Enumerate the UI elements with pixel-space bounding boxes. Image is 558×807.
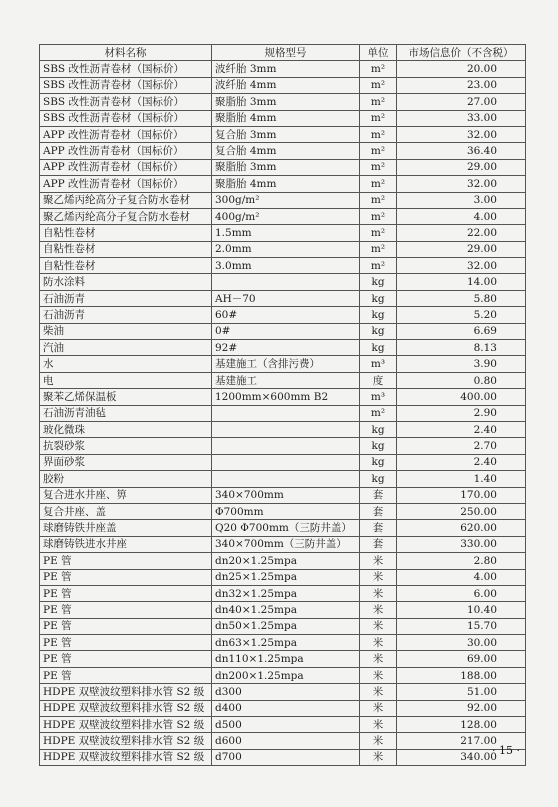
cell-unit: m²	[360, 143, 397, 159]
cell-unit: m²	[360, 61, 397, 77]
cell-spec-model: 复合胎 4mm	[212, 143, 360, 159]
cell-market-price: 2.40	[397, 421, 526, 437]
cell-market-price: 5.20	[397, 307, 526, 323]
cell-market-price: 36.40	[397, 143, 526, 159]
table-row	[40, 536, 526, 552]
cell-unit: 米	[360, 602, 397, 618]
cell-market-price: 250.00	[397, 503, 526, 519]
cell-material-name: 电	[40, 372, 212, 388]
table-row	[40, 323, 526, 339]
cell-market-price: 15.70	[397, 618, 526, 634]
cell-unit: 米	[360, 667, 397, 683]
table-row	[40, 405, 526, 421]
cell-material-name: 球磨铸铁进水井座	[40, 536, 212, 552]
cell-material-name: 聚苯乙烯保温板	[40, 389, 212, 405]
cell-market-price: 23.00	[397, 77, 526, 93]
cell-spec-model: 波纤胎 3mm	[212, 61, 360, 77]
table-row	[40, 667, 526, 683]
cell-market-price: 33.00	[397, 110, 526, 126]
cell-spec-model: Φ700mm	[212, 503, 360, 519]
cell-unit: 米	[360, 651, 397, 667]
cell-market-price: 4.00	[397, 208, 526, 224]
cell-material-name: 抗裂砂浆	[40, 438, 212, 454]
cell-market-price: 30.00	[397, 635, 526, 651]
cell-unit: kg	[360, 323, 397, 339]
cell-spec-model: d500	[212, 717, 360, 733]
cell-material-name: PE 管	[40, 553, 212, 569]
table-row	[40, 94, 526, 110]
table-row	[40, 569, 526, 585]
cell-unit: kg	[360, 438, 397, 454]
cell-material-name: HDPE 双壁波纹塑料排水管 S2 级	[40, 684, 212, 700]
cell-material-name: PE 管	[40, 618, 212, 634]
cell-material-name: 胶粉	[40, 471, 212, 487]
cell-market-price: 10.40	[397, 602, 526, 618]
cell-market-price: 170.00	[397, 487, 526, 503]
cell-unit: kg	[360, 307, 397, 323]
cell-market-price: 0.80	[397, 372, 526, 388]
cell-material-name: 玻化微珠	[40, 421, 212, 437]
table-row	[40, 274, 526, 290]
cell-material-name: PE 管	[40, 635, 212, 651]
table-row	[40, 389, 526, 405]
cell-market-price: 4.00	[397, 569, 526, 585]
cell-material-name: SBS 改性沥青卷材（国标价）	[40, 94, 212, 110]
table-row	[40, 241, 526, 257]
table-row	[40, 585, 526, 601]
cell-spec-model: 340×700mm	[212, 487, 360, 503]
cell-spec-model: 聚脂胎 4mm	[212, 176, 360, 192]
cell-spec-model	[212, 454, 360, 470]
table-row	[40, 159, 526, 175]
cell-material-name: 柴油	[40, 323, 212, 339]
cell-unit: kg	[360, 274, 397, 290]
cell-material-name: 自粘性卷材	[40, 241, 212, 257]
table-row	[40, 126, 526, 142]
cell-market-price: 29.00	[397, 241, 526, 257]
cell-unit: 套	[360, 536, 397, 552]
cell-market-price: 6.69	[397, 323, 526, 339]
cell-unit: 米	[360, 635, 397, 651]
page-number: · 15 ·	[492, 744, 520, 757]
cell-material-name: APP 改性沥青卷材（国标价）	[40, 159, 212, 175]
cell-spec-model: 0#	[212, 323, 360, 339]
cell-spec-model: 波纤胎 4mm	[212, 77, 360, 93]
cell-material-name: HDPE 双壁波纹塑料排水管 S2 级	[40, 700, 212, 716]
cell-market-price: 69.00	[397, 651, 526, 667]
cell-spec-model: 2.0mm	[212, 241, 360, 257]
cell-spec-model	[212, 274, 360, 290]
header-unit: 单位	[360, 45, 397, 61]
cell-market-price: 20.00	[397, 61, 526, 77]
cell-market-price: 5.80	[397, 290, 526, 306]
cell-market-price: 330.00	[397, 536, 526, 552]
table-row	[40, 733, 526, 749]
cell-unit: m²	[360, 241, 397, 257]
cell-material-name: 防水涂料	[40, 274, 212, 290]
cell-spec-model: Q20 Φ700mm（三防井盖）	[212, 520, 360, 536]
cell-unit: kg	[360, 340, 397, 356]
cell-market-price: 51.00	[397, 684, 526, 700]
table-row	[40, 77, 526, 93]
cell-material-name: APP 改性沥青卷材（国标价）	[40, 176, 212, 192]
cell-material-name: 水	[40, 356, 212, 372]
cell-material-name: PE 管	[40, 602, 212, 618]
cell-unit: m²	[360, 225, 397, 241]
cell-material-name: APP 改性沥青卷材（国标价）	[40, 126, 212, 142]
cell-spec-model: dn110×1.25mpa	[212, 651, 360, 667]
cell-spec-model: 聚脂胎 3mm	[212, 159, 360, 175]
cell-market-price: 128.00	[397, 717, 526, 733]
table-row	[40, 290, 526, 306]
table-row	[40, 487, 526, 503]
cell-material-name: 聚乙烯丙纶高分子复合防水卷材	[40, 192, 212, 208]
cell-spec-model: dn32×1.25mpa	[212, 585, 360, 601]
cell-spec-model: dn20×1.25mpa	[212, 553, 360, 569]
cell-unit: kg	[360, 421, 397, 437]
cell-market-price: 340.00	[397, 749, 526, 765]
cell-market-price: 32.00	[397, 126, 526, 142]
cell-spec-model	[212, 471, 360, 487]
cell-unit: kg	[360, 471, 397, 487]
cell-market-price: 29.00	[397, 159, 526, 175]
cell-material-name: 自粘性卷材	[40, 258, 212, 274]
cell-unit: 套	[360, 520, 397, 536]
cell-unit: m²	[360, 110, 397, 126]
cell-spec-model: 聚脂胎 3mm	[212, 94, 360, 110]
table-row	[40, 684, 526, 700]
cell-material-name: 石油沥青油毡	[40, 405, 212, 421]
cell-spec-model: 基建施工（含排污费）	[212, 356, 360, 372]
cell-unit: m²	[360, 405, 397, 421]
table-row	[40, 307, 526, 323]
cell-market-price: 8.13	[397, 340, 526, 356]
table-row	[40, 421, 526, 437]
cell-unit: 米	[360, 569, 397, 585]
cell-spec-model: AH－70	[212, 290, 360, 306]
cell-spec-model: 3.0mm	[212, 258, 360, 274]
cell-material-name: SBS 改性沥青卷材（国标价）	[40, 77, 212, 93]
table-row	[40, 553, 526, 569]
cell-unit: 米	[360, 700, 397, 716]
cell-market-price: 32.00	[397, 258, 526, 274]
cell-market-price: 2.90	[397, 405, 526, 421]
cell-spec-model: 400g/m²	[212, 208, 360, 224]
cell-material-name: 聚乙烯丙纶高分子复合防水卷材	[40, 208, 212, 224]
cell-market-price: 14.00	[397, 274, 526, 290]
cell-unit: 米	[360, 684, 397, 700]
table-row	[40, 208, 526, 224]
table-row	[40, 700, 526, 716]
cell-material-name: SBS 改性沥青卷材（国标价）	[40, 110, 212, 126]
cell-spec-model: 340×700mm（三防井盖）	[212, 536, 360, 552]
cell-unit: 米	[360, 553, 397, 569]
cell-material-name: PE 管	[40, 569, 212, 585]
cell-unit: kg	[360, 454, 397, 470]
cell-material-name: 复合井座、盖	[40, 503, 212, 519]
cell-market-price: 3.90	[397, 356, 526, 372]
cell-market-price: 2.70	[397, 438, 526, 454]
table-row	[40, 635, 526, 651]
cell-spec-model: 92#	[212, 340, 360, 356]
cell-market-price: 2.80	[397, 553, 526, 569]
cell-material-name: HDPE 双壁波纹塑料排水管 S2 级	[40, 749, 212, 765]
cell-market-price: 3.00	[397, 192, 526, 208]
cell-spec-model	[212, 438, 360, 454]
cell-unit: kg	[360, 290, 397, 306]
table-row	[40, 143, 526, 159]
cell-spec-model: 1.5mm	[212, 225, 360, 241]
cell-material-name: APP 改性沥青卷材（国标价）	[40, 143, 212, 159]
cell-material-name: HDPE 双壁波纹塑料排水管 S2 级	[40, 717, 212, 733]
table-row	[40, 651, 526, 667]
table-row	[40, 372, 526, 388]
cell-market-price: 27.00	[397, 94, 526, 110]
table-row	[40, 192, 526, 208]
cell-spec-model	[212, 421, 360, 437]
cell-material-name: HDPE 双壁波纹塑料排水管 S2 级	[40, 733, 212, 749]
cell-market-price: 620.00	[397, 520, 526, 536]
header-market-price: 市场信息价（不含税）	[397, 45, 526, 61]
cell-spec-model: 基建施工	[212, 372, 360, 388]
table-row	[40, 602, 526, 618]
table-row	[40, 340, 526, 356]
cell-market-price: 1.40	[397, 471, 526, 487]
cell-material-name: 界面砂浆	[40, 454, 212, 470]
price-table	[39, 44, 526, 766]
cell-material-name: PE 管	[40, 651, 212, 667]
cell-material-name: 汽油	[40, 340, 212, 356]
cell-market-price: 217.00	[397, 733, 526, 749]
cell-unit: m²	[360, 208, 397, 224]
cell-market-price: 2.40	[397, 454, 526, 470]
cell-unit: 套	[360, 487, 397, 503]
cell-unit: m²	[360, 176, 397, 192]
cell-spec-model: d700	[212, 749, 360, 765]
cell-material-name: 自粘性卷材	[40, 225, 212, 241]
cell-spec-model: 60#	[212, 307, 360, 323]
cell-material-name: 复合进水井座、箅	[40, 487, 212, 503]
cell-spec-model: dn63×1.25mpa	[212, 635, 360, 651]
cell-material-name: SBS 改性沥青卷材（国标价）	[40, 61, 212, 77]
cell-spec-model: d400	[212, 700, 360, 716]
table-row	[40, 520, 526, 536]
cell-material-name: 球磨铸铁井座盖	[40, 520, 212, 536]
cell-market-price: 92.00	[397, 700, 526, 716]
table-body	[40, 61, 526, 766]
cell-spec-model: 300g/m²	[212, 192, 360, 208]
cell-unit: m²	[360, 192, 397, 208]
cell-unit: 米	[360, 585, 397, 601]
cell-unit: 米	[360, 733, 397, 749]
cell-spec-model: 1200mm×600mm B2	[212, 389, 360, 405]
table-row	[40, 110, 526, 126]
cell-unit: m²	[360, 77, 397, 93]
cell-unit: m²	[360, 126, 397, 142]
cell-market-price: 188.00	[397, 667, 526, 683]
table-row	[40, 454, 526, 470]
cell-unit: 米	[360, 618, 397, 634]
table-row	[40, 618, 526, 634]
cell-unit: m³	[360, 356, 397, 372]
table-row	[40, 356, 526, 372]
table-row	[40, 717, 526, 733]
table-row	[40, 471, 526, 487]
cell-market-price: 400.00	[397, 389, 526, 405]
cell-material-name: 石油沥青	[40, 307, 212, 323]
cell-unit: m²	[360, 94, 397, 110]
cell-unit: 米	[360, 749, 397, 765]
cell-material-name: PE 管	[40, 667, 212, 683]
cell-spec-model: d600	[212, 733, 360, 749]
table-row	[40, 503, 526, 519]
cell-market-price: 32.00	[397, 176, 526, 192]
cell-spec-model	[212, 405, 360, 421]
cell-market-price: 6.00	[397, 585, 526, 601]
header-spec-model: 规格型号	[212, 45, 360, 61]
cell-material-name: PE 管	[40, 585, 212, 601]
cell-spec-model: d300	[212, 684, 360, 700]
table-row	[40, 749, 526, 765]
cell-spec-model: dn40×1.25mpa	[212, 602, 360, 618]
cell-unit: m³	[360, 389, 397, 405]
table-row	[40, 225, 526, 241]
table-row	[40, 61, 526, 77]
cell-spec-model: dn50×1.25mpa	[212, 618, 360, 634]
cell-unit: 米	[360, 717, 397, 733]
table-row	[40, 438, 526, 454]
cell-spec-model: dn200×1.25mpa	[212, 667, 360, 683]
header-material-name: 材料名称	[40, 45, 212, 61]
cell-unit: m²	[360, 258, 397, 274]
cell-material-name: 石油沥青	[40, 290, 212, 306]
cell-spec-model: 聚脂胎 4mm	[212, 110, 360, 126]
cell-spec-model: 复合胎 3mm	[212, 126, 360, 142]
cell-market-price: 22.00	[397, 225, 526, 241]
cell-unit: 套	[360, 503, 397, 519]
cell-spec-model: dn25×1.25mpa	[212, 569, 360, 585]
table-row	[40, 176, 526, 192]
cell-unit: m²	[360, 159, 397, 175]
table-header-row	[40, 45, 526, 61]
cell-unit: 度	[360, 372, 397, 388]
table-row	[40, 258, 526, 274]
